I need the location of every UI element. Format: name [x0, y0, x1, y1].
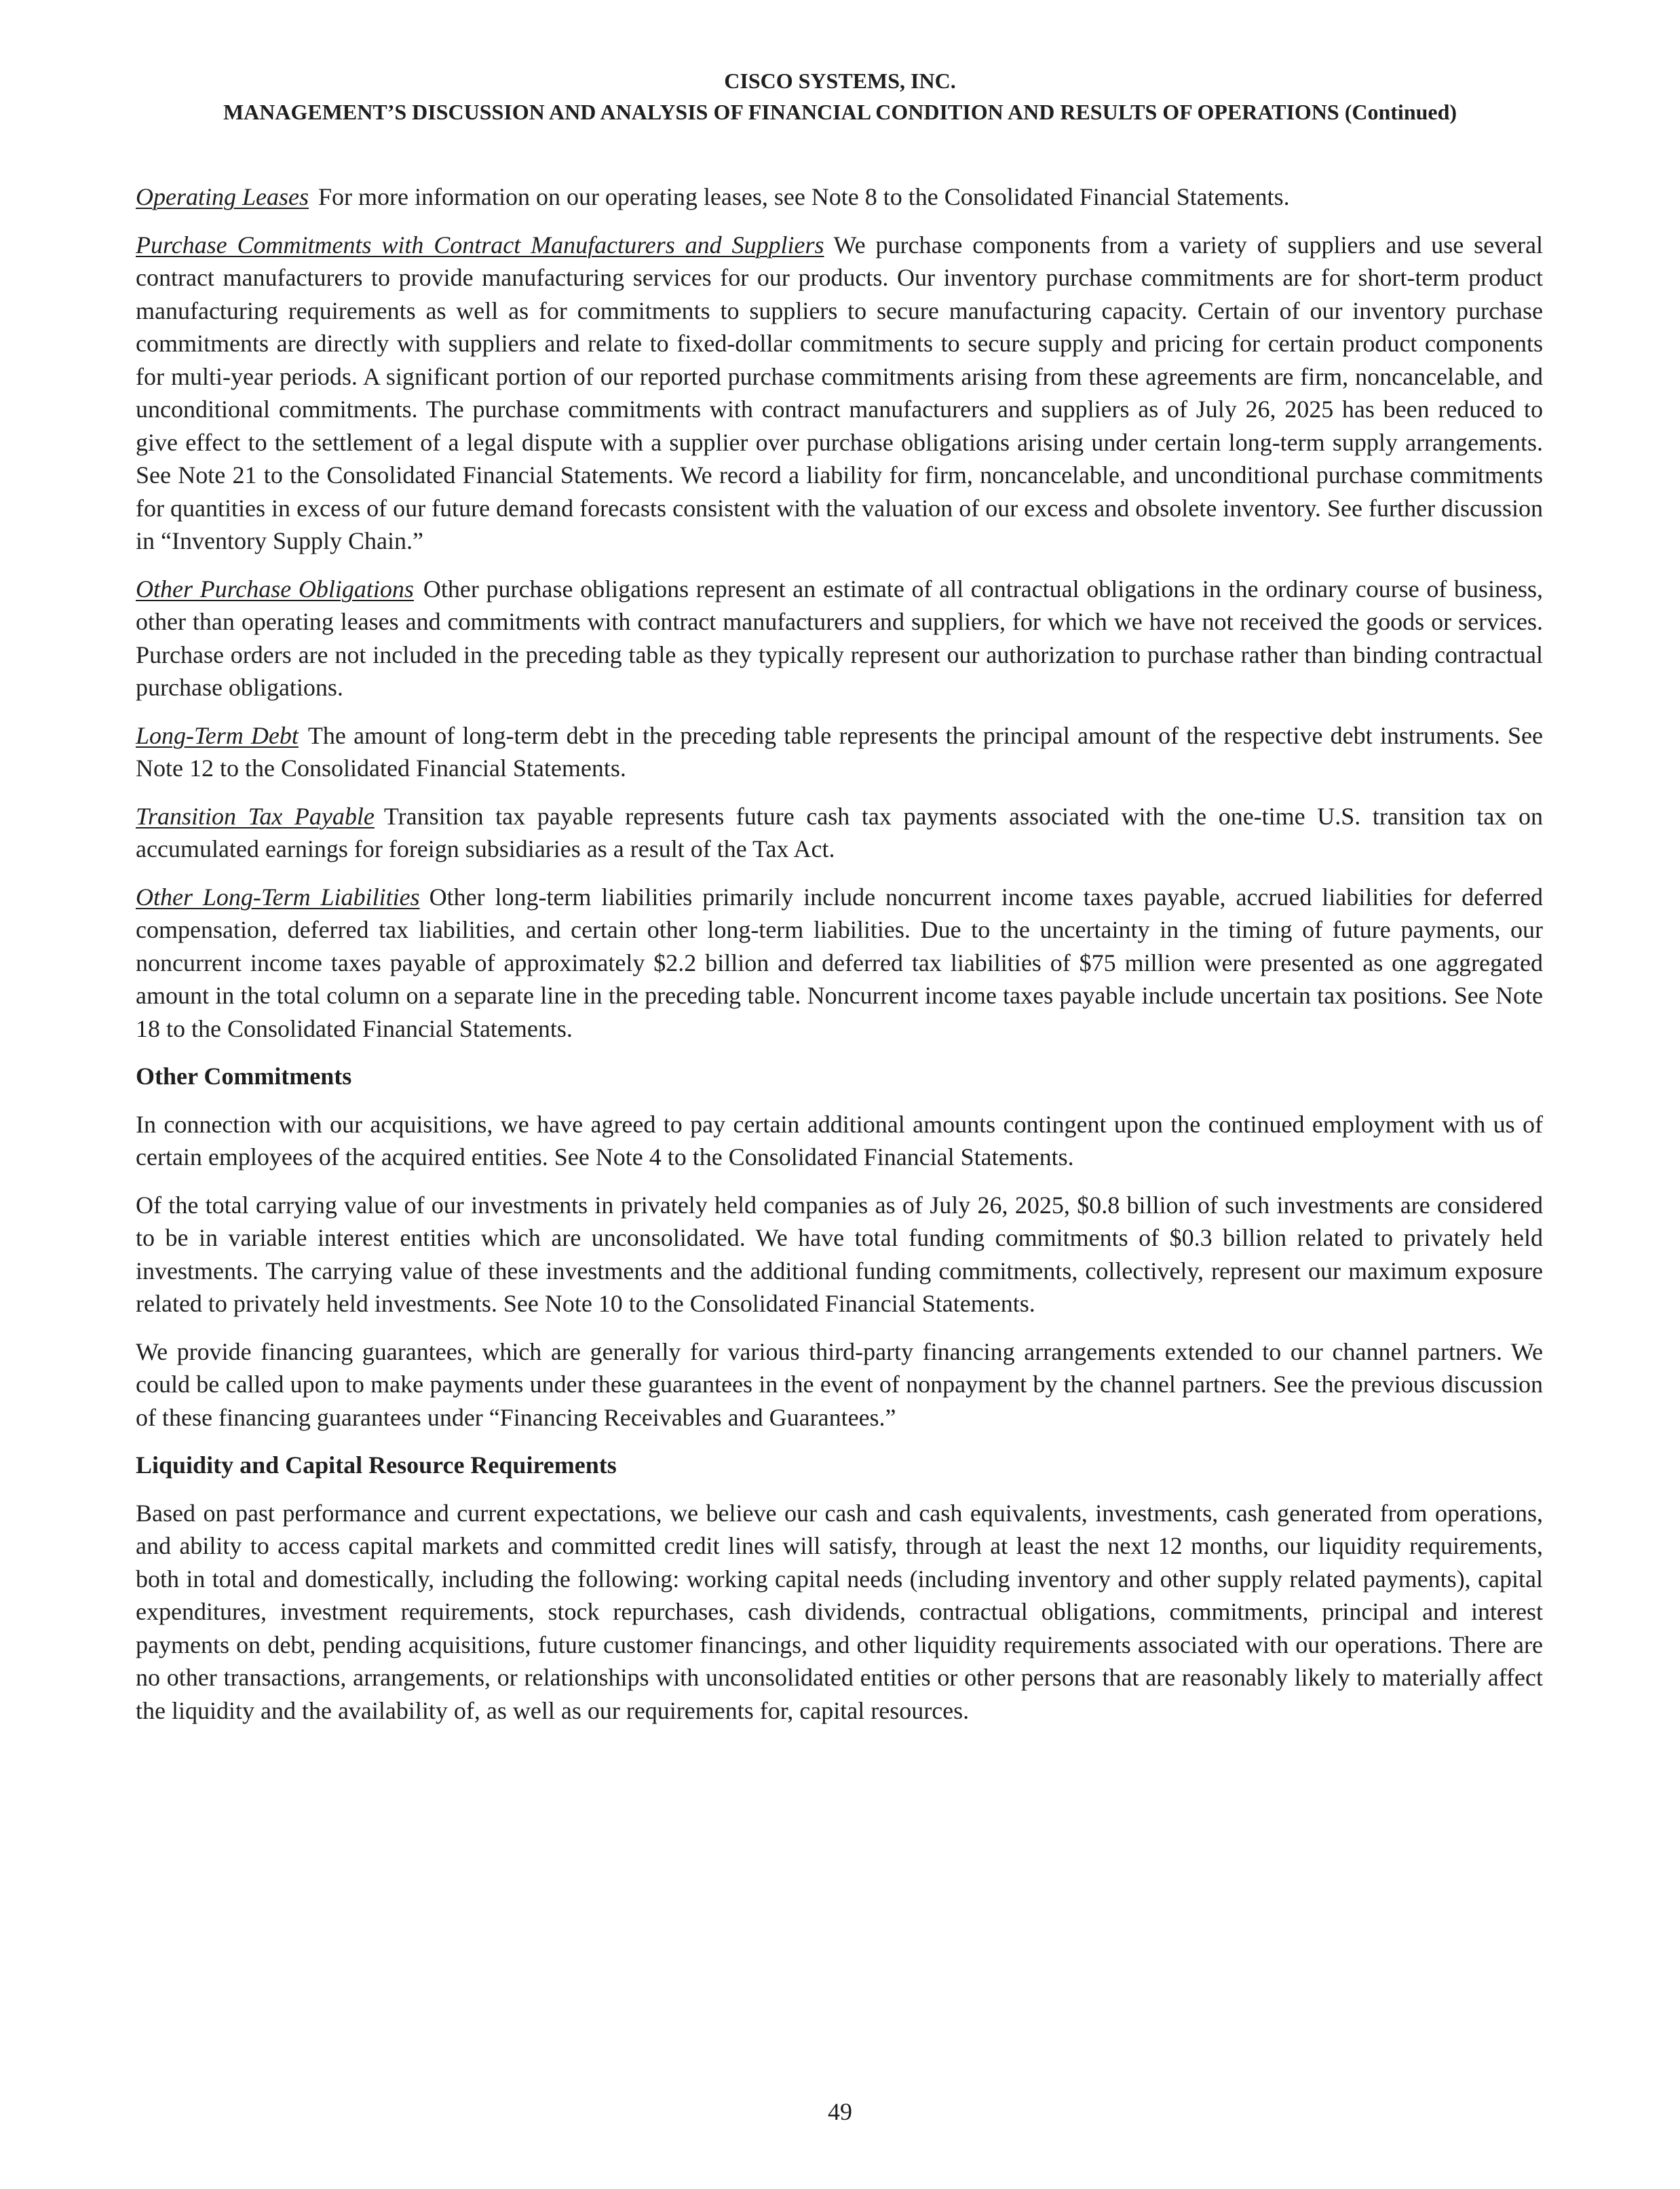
paragraph-heading: Other Purchase Obligations — [136, 575, 414, 603]
paragraph-financing-guarantees: We provide financing guarantees, which are generally for various third-party financing arrangements extended to our channel partners. We could be called upon to make payments under these guarantees in the event of nonpayment by the channel partners. See the previous discussion of these financing guarantees under “Financing Receivables and Guarantees.” — [136, 1337, 1543, 1431]
page-number: 49 — [828, 2098, 852, 2125]
section-title: MANAGEMENT’S DISCUSSION AND ANALYSIS OF FINANCIAL CONDITION AND RESULTS OF OPERATIONS (Continued) — [223, 100, 1457, 124]
paragraph-text: Transition tax payable represents future cash tax payments associated with the one-time U.S. transition tax on accumulated earnings for foreign subsidiaries as a result of the Tax Act. — [136, 802, 1543, 862]
paragraph-purchase-commitments — [136, 229, 1543, 558]
paragraph-text: For more information on our operating leases, see Note 8 to the Consolidated Financial Statements. — [318, 183, 1290, 210]
paragraph-operating-leases — [136, 180, 1543, 214]
paragraph-other-long-term-liabilities — [136, 881, 1543, 1046]
company-name: CISCO SYSTEMS, INC. — [724, 69, 956, 93]
paragraph-acquisitions: In connection with our acquisitions, we have agreed to pay certain additional amounts contingent upon the continued employment with us of certain employees of the acquired entities. See Note 4 to the Consolidated Financial Statements. — [136, 1110, 1543, 1170]
paragraph-heading: Transition Tax Payable — [136, 802, 375, 830]
paragraph-text: We purchase components from a variety of suppliers and use several contract manufacturers to provide manufacturing services for our products. Our inventory purchase commitments are for short-term product manufacturing requirements as well as for commitments to suppliers to secure manufacturing capacity. Certain of our inventory purchase commitments are directly with suppliers and relate to fixed-dollar commitments to secure supply and pricing for certain product components for multi-year periods. A significant portion of our reported purchase commitments arising from these agreements are firm, noncancelable, and unconditional commitments. The purchase commitments with contract manufacturers and suppliers as of July 26, 2025 has been reduced to give effect to the settlement of a legal dispute with a supplier over purchase obligations arising under certain long-term supply arrangements. See Note 21 to the Consolidated Financial Statements. We record a liability for firm, noncancelable, and unconditional purchase commitments for quantities in excess of our future demand forecasts consistent with the valuation of our excess and obsolete inventory. See further discussion in “Inventory Supply Chain.” — [136, 231, 1544, 554]
paragraph-heading: Operating Leases — [136, 183, 309, 210]
paragraph-transition-tax-payable — [136, 800, 1543, 866]
paragraph-text: The amount of long-term debt in the preceding table represents the principal amount of the respective debt instruments. See Note 12 to the Consolidated Financial Statements. — [136, 721, 1543, 782]
paragraph-privately-held-investments: Of the total carrying value of our investments in privately held companies as of July 26, 2025, $0.8 billion of such investments are considered to be in variable interest entities which are unconsolidated. We have total funding commitments of $0.3 billion related to privately held investments. The carrying value of these investments and the additional funding commitments, collectively, represent our maximum exposure related to privately held investments. See Note 10 to the Consolidated Financial Statements. — [136, 1191, 1543, 1317]
paragraph-liquidity: Based on past performance and current expectations, we believe our cash and cash equivalents, investments, cash generated from operations, and ability to access capital markets and committed credit lines will satisfy, through at least the next 12 months, our liquidity requirements, both in total and domestically, including the following: working capital needs (including inventory and other supply related payments), capital expenditures, investment requirements, stock repurchases, cash dividends, contractual obligations, commitments, principal and interest payments on debt, pending acquisitions, future customer financings, and other liquidity requirements associated with our operations. There are no other transactions, arrangements, or relationships with unconsolidated entities or other persons that are reasonably likely to materially affect the liquidity and the availability of, as well as our requirements for, capital resources. — [136, 1499, 1543, 1724]
paragraph-other-purchase-obligations — [136, 573, 1543, 704]
section-heading-liquidity: Liquidity and Capital Resource Requirements — [136, 1451, 617, 1479]
paragraph-heading: Other Long-Term Liabilities — [136, 883, 420, 911]
document-body — [136, 180, 1543, 1742]
paragraph-long-term-debt — [136, 719, 1543, 785]
paragraph-heading: Purchase Commitments with Contract Manufacturers and Suppliers — [136, 231, 824, 259]
paragraph-heading: Long-Term Debt — [136, 721, 299, 749]
paragraph-text: Other purchase obligations represent an estimate of all contractual obligations in the ordinary course of business, other than operating leases and commitments with contract manufacturers and suppliers, for which we have not received the goods or services. Purchase orders are not included in the preceding table as they typically represent our authorization to purchase rather than binding contractual purchase obligations. — [136, 575, 1543, 701]
section-heading-other-commitments: Other Commitments — [136, 1063, 352, 1090]
page-header — [0, 65, 1680, 128]
paragraph-text: Other long-term liabilities primarily include noncurrent income taxes payable, accrued liabilities for deferred compensation, deferred tax liabilities, and certain other long-term liabilities. Due to the uncertainty in the timing of future payments, our noncurrent income taxes payable of approximately $2.2 billion and deferred tax liabilities of $75 million were presented as one aggregated amount in the total column on a separate line in the preceding table. Noncurrent income taxes payable include uncertain tax positions. See Note 18 to the Consolidated Financial Statements. — [136, 883, 1543, 1042]
